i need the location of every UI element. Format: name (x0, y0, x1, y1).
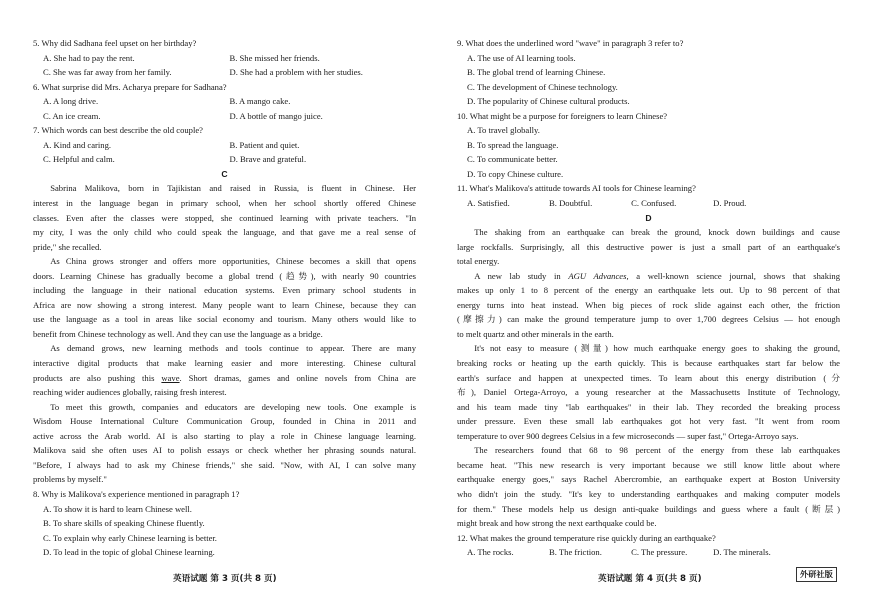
option-d: D. To lead in the topic of global Chinese learning. (43, 547, 215, 558)
text-line: interactive digital products that make learning easier and more interesting. Chinese cultural (33, 358, 416, 369)
question-6 (33, 80, 416, 124)
text-line: active across the Arab world. AI is also starting to play a role in Chinese language learning. (33, 430, 416, 441)
passage-c-paragraph-3 (33, 341, 416, 399)
text-line: to melt quartz and other minerals in the earth. (457, 328, 614, 339)
text-line: makes up only 1 to 8 percent of the energy an earthquake lets out. Up to 98 percent of that (457, 285, 840, 296)
question-5 (33, 36, 416, 80)
text-line: The researchers found that 68 to 98 percent of the energy from these lab earthquakes (474, 445, 840, 456)
text-line: energy turns into heat instead. When big pieces of rock slide against each other, the friction (457, 299, 840, 310)
question-12 (457, 531, 840, 560)
text-line: doors. Learning Chinese has gradually become a global trend (趋势), with nearly 90 countries (33, 270, 416, 281)
option-d: D. To copy Chinese culture. (467, 168, 564, 179)
text-line: "Before, I always had to ask my Chinese friends," she said. "Now, with AI, I can solve many (33, 459, 416, 470)
option-b: B. A mango cake. (229, 96, 291, 107)
option-b: B. Patient and quiet. (229, 139, 300, 150)
text-line: problems by myself." (33, 474, 107, 485)
text-line: Africa are now showing a strong interest. Many people want to learn Chinese, because they can (33, 299, 416, 310)
question-9 (457, 36, 840, 109)
underlined-word: wave (161, 372, 180, 383)
text-line: pride," she recalled. (33, 241, 102, 252)
option-b: B. The friction. (549, 547, 602, 558)
passage-d-paragraph-2 (457, 269, 840, 342)
question-10 (457, 109, 840, 182)
question-11 (457, 181, 840, 210)
option-c: C. To explain why early Chinese learning is better. (43, 532, 217, 543)
text-line: who didn't join the study. "It's key to understanding earthquakes and making computer models (457, 488, 840, 499)
text-line: total energy. (457, 256, 500, 267)
passage-c-paragraph-1 (33, 181, 416, 254)
option-c: C. She was far away from her family. (43, 67, 172, 78)
question-stem: 5. Why did Sadhana feel upset on her birthday? (33, 38, 197, 48)
text-line: including the language in their national education systems. Even primary school students in (33, 285, 416, 296)
option-a: A. Kind and caring. (43, 139, 112, 150)
text-line: Sabrina Malikova, born in Tajikistan and raised in Russia, is fluent in Chinese. Her (50, 183, 416, 194)
question-stem: 9. What does the underlined word "wave" in paragraph 3 refer to? (457, 38, 684, 48)
passage-d-paragraph-4 (457, 443, 840, 530)
text-line: (摩擦力) can make the ground temperature jump to over 1,700 degrees Celsius — hot enough (457, 314, 840, 325)
question-8 (33, 487, 416, 560)
question-stem: 11. What's Malikova's attitude towards AI tools for Chinese learning? (457, 183, 696, 194)
text-line: A new lab study in AGU Advances, a well-known science journal, shows that shaking (474, 270, 840, 281)
publisher-badge: 外研社版 (796, 567, 837, 582)
text-line: As demand grows, new learning methods and tools continue to appear. There are many (50, 343, 416, 354)
option-b: B. She missed her friends. (229, 52, 320, 63)
text-line: temperature to over 900 degrees Celsius in a few microseconds — super fast," Ortega-Arroyo says. (457, 430, 799, 441)
option-c: C. Confused. (631, 198, 677, 209)
passage-d-paragraph-3 (457, 341, 840, 443)
text-line: classes. Even after the classes were stopped, she continued learning with private teachers. "In (33, 212, 416, 223)
option-d: D. The popularity of Chinese cultural products. (467, 96, 630, 107)
left-column (33, 36, 416, 560)
question-stem: 6. What surprise did Mrs. Acharya prepare for Sadhana? (33, 81, 227, 92)
section-heading-c: C (221, 168, 228, 179)
question-stem: 10. What might be a purpose for foreigners to learn Chinese? (457, 110, 668, 121)
option-b: B. Doubtful. (549, 198, 593, 209)
text-line: 布), Daniel Ortega-Arroyo, a young researcher at the Massachusetts Institute of Technology, (457, 387, 840, 398)
option-b: B. To spread the language. (467, 139, 559, 150)
question-stem: 12. What makes the ground temperature rise quickly during an earthquake? (457, 532, 716, 543)
option-c: C. The pressure. (631, 547, 688, 558)
text-line: and his team made tiny "lab earthquakes" in their lab. They recorded the breaking process (457, 401, 840, 412)
text-line: my city, I was the only child who could speak the language, and that gave me a real sense of (33, 227, 416, 238)
text-line: earthquake energy goes," says Rachel Abercrombie, an earthquake expert at Boston University (457, 474, 840, 485)
option-a: A. A long drive. (43, 96, 99, 107)
text-line: It's not easy to measure (测量) how much earthquake energy goes to shaking the ground, (474, 343, 840, 354)
text-line: Wisdom House International Culture Communication Group, founded in China in 2011 and (33, 416, 416, 427)
passage-c-paragraph-2 (33, 254, 416, 341)
option-a: A. To travel globally. (467, 125, 540, 136)
passage-c-paragraph-4 (33, 400, 416, 487)
passage-d-paragraph-1 (457, 225, 840, 269)
option-b: B. To share skills of speaking Chinese fluently. (43, 518, 205, 529)
text-line: products are also pushing this wave. Short dramas, games and online novels from China are (33, 372, 416, 383)
text-line: large rockfalls. Surprisingly, all this destructive power is just a small part of an earthquake's (457, 241, 840, 252)
option-d: D. The minerals. (713, 547, 771, 558)
text-line: became heat. "This new research is very important because we still know little about where (457, 459, 840, 470)
text-line: The shaking from an earthquake can break the ground, knock down buildings and cause (474, 227, 840, 238)
option-a: A. The use of AI learning tools. (467, 52, 576, 63)
section-heading-d: D (645, 212, 652, 223)
text-line: might break and how strong the next earthquake could be. (457, 518, 657, 529)
option-a: A. To show it is hard to learn Chinese well. (43, 503, 192, 514)
option-c: C. To communicate better. (467, 154, 558, 165)
text-line: Malikova said she often uses AI to polish essays or check whether her phrasing sounds natural. (33, 445, 416, 456)
page-footer-left: 英语试题 第 3 页(共 8 页) (173, 574, 277, 584)
right-column (457, 36, 840, 560)
option-b: B. The global trend of learning Chinese. (467, 67, 606, 78)
option-c: C. The development of Chinese technology. (467, 81, 618, 92)
option-c: C. Helpful and calm. (43, 154, 115, 165)
text-line: interest in the language began in primary school, when her school shortly offered Chinese (33, 198, 416, 209)
text-line: To meet this growth, companies and educators are developing new tools. One example is (50, 401, 416, 412)
option-a: A. She had to pay the rent. (43, 52, 135, 63)
option-a: A. Satisfied. (467, 198, 510, 209)
page-footer-right: 英语试题 第 4 页(共 8 页) (598, 574, 702, 584)
text-line: under pressure. Even these small lab earthquakes got hot very fast. "It went from room (457, 416, 840, 427)
option-d: D. Brave and grateful. (229, 154, 307, 165)
text-line: use the language as a tool in areas like social economy and tourism. Many others would like to (33, 314, 416, 325)
option-a: A. The rocks. (467, 547, 514, 558)
text-line: reaching wider audiences globally, raising fresh interest. (33, 387, 227, 398)
option-d: D. A bottle of mango juice. (229, 110, 323, 121)
text-line: As China grows stronger and offers more opportunities, Chinese becomes a skill that opens (50, 256, 416, 267)
option-d: D. She had a problem with her studies. (229, 67, 363, 78)
journal-name: AGU Advances (568, 270, 627, 281)
text-line: benefit from Chinese technology as well. And they can use the language as a bridge. (33, 328, 323, 339)
text-line: earth's surface and happen at unexpected times. To learn about this energy distribution (分 (457, 372, 840, 383)
option-d: D. Proud. (713, 198, 747, 209)
option-c: C. An ice cream. (43, 110, 101, 121)
question-stem: 8. Why is Malikova's experience mentioned in paragraph 1? (33, 488, 240, 499)
text-line: for them." These models help us design anti-quake buildings and guess where a fault (断层) (457, 503, 840, 514)
question-7 (33, 123, 416, 167)
text-line: breaking rocks or heating up the earth quickly. This is because earthquakes start far below the (457, 358, 840, 369)
question-stem: 7. Which words can best describe the old couple? (33, 125, 203, 136)
